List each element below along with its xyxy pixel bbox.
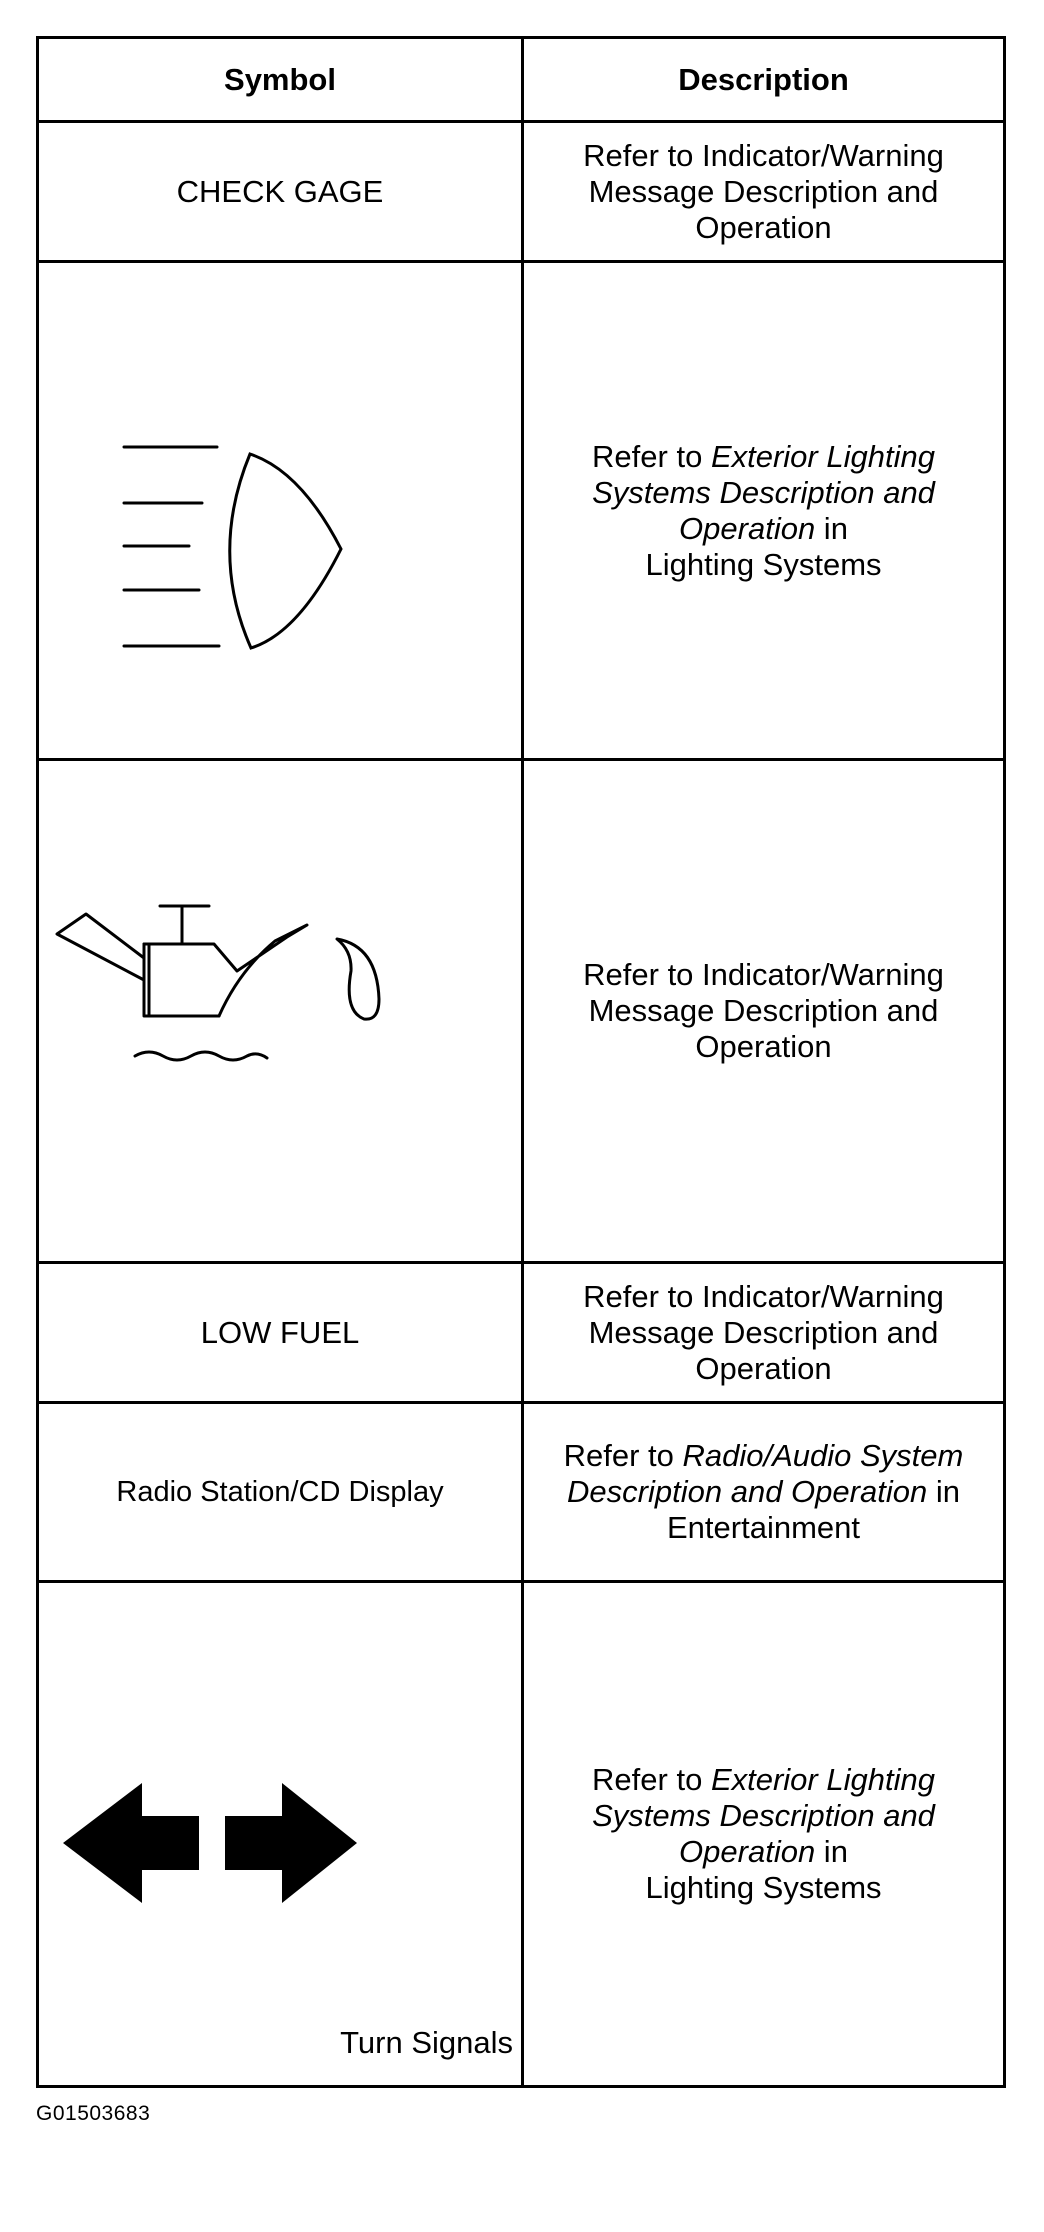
description-low-fuel [524, 1264, 1003, 1401]
description-section: Lighting Systems [645, 546, 882, 582]
symbol-oil-pressure [39, 761, 521, 1261]
symbol-table [36, 36, 1006, 2088]
header-symbol: Symbol [224, 61, 336, 97]
symbol-check-gage: CHECK GAGE [176, 173, 384, 209]
header-description: Description [678, 61, 849, 97]
symbol-headlamp [39, 263, 521, 758]
description-italic: Exterior Lighting Systems Description and Operation [592, 1762, 935, 1869]
description-italic: Exterior Lighting Systems Description and Operation [592, 438, 935, 546]
description-text: Refer to Indicator/Warning Message Description and Operation [583, 957, 944, 1064]
figure-code: G01503683 [36, 2102, 151, 2125]
description-headlamp [524, 263, 1003, 758]
description-text: Refer to Indicator/Warning Message Description and Operation [583, 137, 944, 245]
description-suffix: in [815, 510, 848, 546]
description-check-gage [524, 123, 1003, 260]
description-italic: Radio/Audio System Description and Operation [567, 1438, 964, 1509]
description-prefix: Refer to [592, 1762, 711, 1797]
description-prefix: Refer to [563, 1438, 683, 1473]
turn-signal-arrows-icon [39, 1583, 521, 2085]
description-section: Lighting Systems [645, 1870, 882, 1905]
symbol-low-fuel: LOW FUEL [200, 1314, 360, 1350]
turn-signals-caption: Turn Signals [340, 2025, 513, 2060]
description-suffix: in [815, 1834, 848, 1869]
description-radio-display [524, 1404, 1003, 1580]
oil-pressure-oilcan-icon [39, 761, 521, 1261]
description-prefix: Refer to [592, 438, 711, 474]
symbol-turn-signals [39, 1583, 521, 2085]
description-turn-signals [524, 1583, 1003, 2085]
description-section: Entertainment [667, 1510, 860, 1545]
symbol-radio-display: Radio Station/CD Display [116, 1476, 444, 1508]
headlamp-high-beam-icon [39, 263, 521, 758]
description-suffix: in [927, 1474, 960, 1509]
description-oil-pressure [524, 761, 1003, 1261]
description-text: Refer to Indicator/Warning Message Description and Operation [583, 1278, 944, 1386]
